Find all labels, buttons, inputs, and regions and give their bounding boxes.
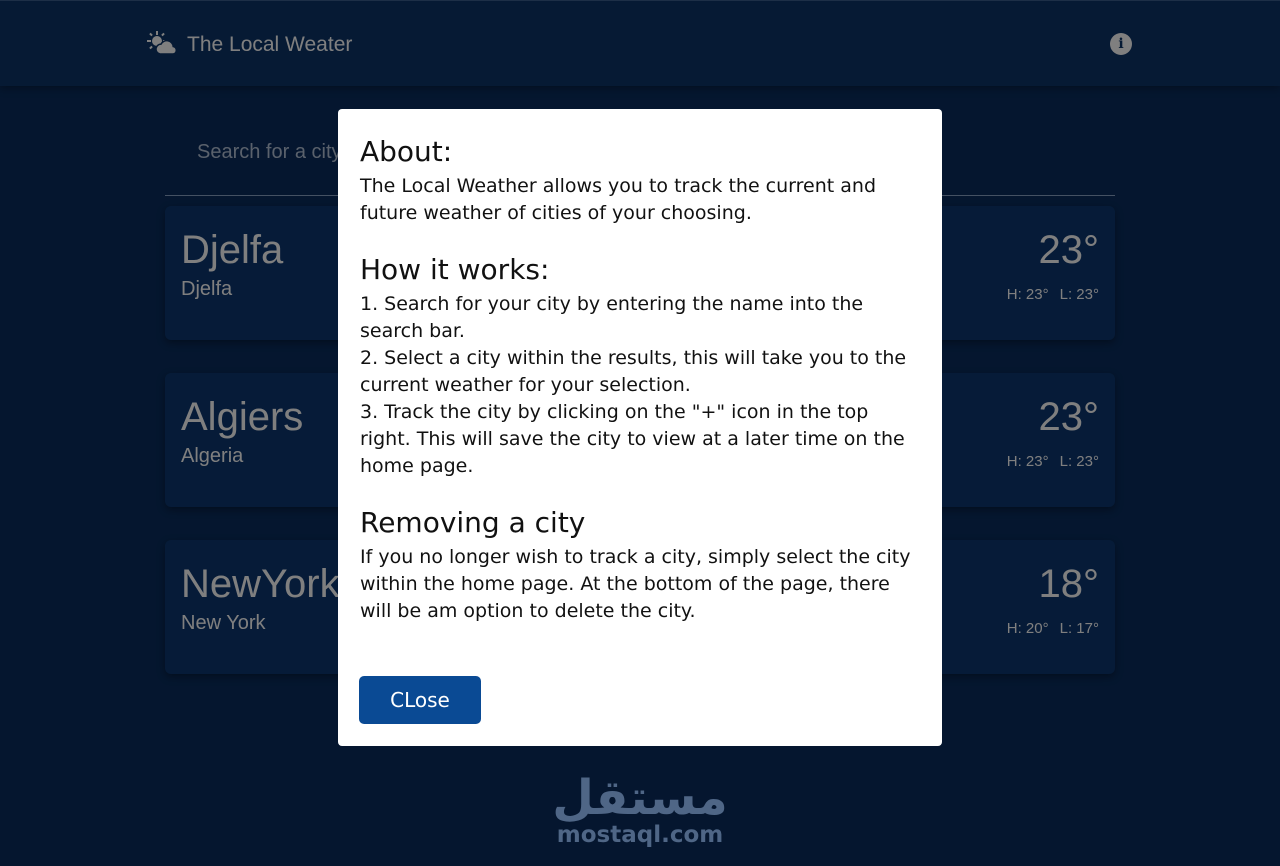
- watermark-logo: مستقل: [552, 770, 728, 826]
- watermark-url: mostaql.com: [556, 822, 724, 848]
- removing-city-section: [360, 506, 920, 625]
- how-it-works-section: [360, 253, 920, 480]
- about-modal: [338, 109, 942, 746]
- removing-city-text: If you no longer wish to track a city, simply select the city within the home page. At the bottom of the page, there will be am option to delete the city.: [360, 546, 911, 622]
- about-heading: About:: [360, 135, 453, 168]
- how-it-works-heading: How it works:: [360, 253, 550, 286]
- how-step-1: 1. Search for your city by entering the name into the search bar.: [360, 293, 864, 342]
- removing-city-heading: Removing a city: [360, 506, 586, 539]
- about-section: [360, 135, 920, 227]
- about-text: The Local Weather allows you to track the current and future weather of cities of your choosing.: [360, 175, 877, 224]
- how-step-2: 2. Select a city within the results, this will take you to the current weather for your selection.: [360, 347, 907, 396]
- close-button[interactable]: CLose: [359, 676, 481, 724]
- how-step-3: 3. Track the city by clicking on the "+" icon in the top right. This will save the city to view at a later time on the home page.: [360, 401, 905, 477]
